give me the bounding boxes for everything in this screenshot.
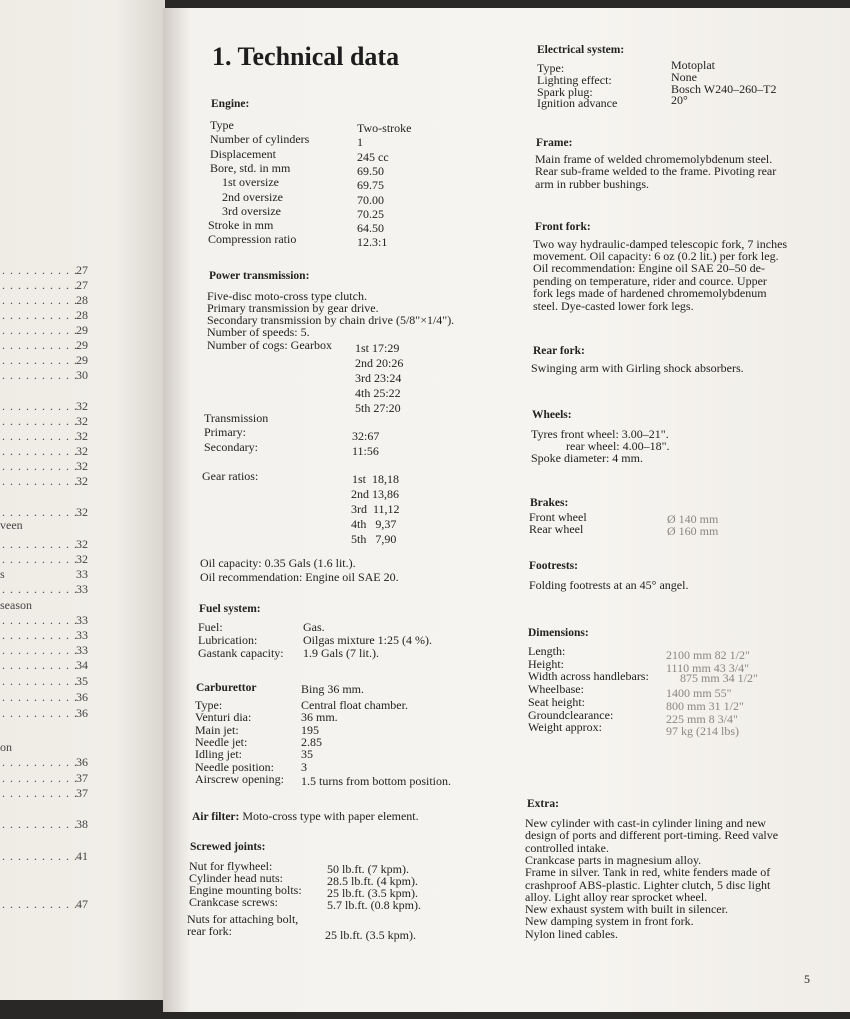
cog-2: 2nd 20:26 (355, 356, 404, 370)
carb-row-value: 2.85 (301, 734, 322, 749)
dimension-row-label: Length: (528, 644, 566, 658)
engine-row-value: 12.3:1 (357, 235, 388, 250)
carb-heading: Carburettor (196, 682, 257, 694)
dimension-row-value: 1400 mm 55" (666, 686, 732, 701)
toc-leader: . . . . . . . . . . (2, 755, 78, 769)
toc-leader: . . . . . . . . . . (2, 690, 78, 704)
dimension-row-value: 1110 mm 43 3/4" (666, 660, 750, 675)
carb-row-label: Idling jet: (195, 747, 242, 762)
dimension-row-value: 800 mm 31 1/2" (666, 698, 744, 713)
engine-row-label: Bore, std. in mm (210, 160, 291, 175)
engine-heading: Engine: (211, 98, 250, 110)
electrical-row-label: Spark plug: (537, 84, 593, 99)
toc-leader: . . . . . . . . . . (2, 368, 78, 382)
toc-leader: . . . . . . . . . . (2, 628, 78, 642)
carb-row-label: Main jet: (195, 722, 239, 737)
dimension-row-value: 225 mm 8 3/4" (666, 711, 738, 726)
extra-line: alloy. Light alloy rear sprocket wheel. (525, 889, 708, 904)
extra-line: New cylinder with cast-in cylinder lining and new (525, 816, 766, 830)
carb-row-value: 35 (301, 747, 313, 762)
front-fork-heading: Front fork: (535, 221, 591, 233)
transmission-label: Transmission (204, 411, 269, 425)
power-line: Number of speeds: 5. (207, 325, 310, 339)
toc-leader: . . . . . . . . . . (2, 278, 78, 292)
ratio-3: 3rd 11,12 (351, 502, 400, 516)
toc-page-number: 34 (76, 658, 88, 672)
carb-row-label: Type: (195, 698, 223, 712)
toc-page-number: 47 (76, 897, 88, 911)
screwed-heading: Screwed joints: (190, 841, 266, 853)
toc-leader: . . . . . . . . . . (2, 537, 78, 551)
power-heading: Power transmission: (209, 270, 310, 282)
carb-row-label: Venturi dia: (195, 710, 252, 725)
carb-row-label: Needle position: (195, 759, 274, 774)
dimensions-heading: Dimensions: (528, 627, 589, 639)
front-fork-line: fork legs made of hardened chromemolybdenum (533, 286, 767, 300)
brake-value: Ø 140 mm (667, 512, 719, 526)
toc-page-number: 27 (76, 278, 88, 292)
extra-line: Crankcase parts in magnesium alloy. (525, 852, 702, 867)
front-fork-line: Two way hydraulic-damped telescopic fork, 7 inches (533, 237, 788, 251)
electrical-row-value: Motoplat (671, 58, 715, 72)
screw-row-value: 50 lb.ft. (7 kpm). (327, 862, 409, 876)
engine-row-value: 70.00 (357, 192, 384, 207)
extra-line: design of ports and different port-timing. Reed valve (525, 828, 779, 843)
toc-page-number: 32 (76, 552, 88, 566)
wheels-line: rear wheel: 4.00–18". (566, 439, 670, 453)
toc-leader: . . . . . . . . . . (2, 353, 78, 367)
oil-recommendation: Oil recommendation: Engine oil SAE 20. (200, 570, 399, 584)
engine-row-label: 2nd oversize (222, 189, 283, 204)
engine-row-label: Compression ratio (208, 232, 297, 247)
engine-row-label: 3rd oversize (222, 203, 281, 218)
power-line: Primary transmission by gear drive. (207, 301, 379, 315)
carb-row-label: Needle jet: (195, 734, 248, 749)
primary-value: 32:67 (352, 429, 380, 443)
toc-leader: . . . . . . . . . . (2, 399, 78, 413)
toc-page-number: 28 (76, 308, 88, 322)
extra-line: Nylon lined cables. (525, 926, 618, 941)
frame-line: Rear sub-frame welded to the frame. Pivoting rear (535, 164, 777, 178)
electrical-row-label: Ignition advance (537, 96, 618, 111)
toc-page-number: 41 (76, 849, 88, 863)
toc-entry-text: on (0, 740, 12, 754)
toc-leader: . . . . . . . . . . (2, 323, 78, 337)
air-filter-text: Moto-cross type with paper element. (242, 809, 419, 823)
dimension-row-value: 2100 mm 82 1/2" (666, 648, 750, 662)
electrical-row-value: None (671, 69, 697, 84)
dimension-row-label: Weight approx: (528, 720, 603, 735)
toc-page-number: 37 (76, 771, 88, 785)
wheels-line: Tyres front wheel: 3.00–21". (531, 427, 669, 441)
extra-line: controlled intake. (525, 840, 609, 855)
toc-leader: . . . . . . . . . . (2, 613, 78, 627)
toc-page-number: 33 (76, 613, 88, 627)
toc-page-number: 32 (76, 429, 88, 443)
toc-leader: . . . . . . . . . . (2, 674, 78, 688)
screw-last-label-2: rear fork: (187, 924, 232, 938)
engine-row-label: Stroke in mm (208, 218, 274, 233)
engine-row-label: Type (210, 118, 234, 132)
toc-page-number: 33 (76, 643, 88, 657)
screw-row-label: Cylinder head nuts: (189, 871, 283, 885)
toc-entry-text: s (0, 567, 5, 581)
toc-page-number: 32 (76, 459, 88, 473)
ratio-4: 4th 9,37 (351, 517, 397, 531)
toc-leader: . . . . . . . . . . (2, 817, 78, 831)
screw-last-value: 25 lb.ft. (3.5 kpm). (325, 928, 416, 942)
cog-4: 4th 25:22 (355, 386, 401, 400)
toc-leader: . . . . . . . . . . (2, 771, 78, 785)
screw-row-label: Crankcase screws: (189, 895, 278, 909)
engine-row-value: Two-stroke (357, 121, 412, 135)
carb-row-label: Airscrew opening: (195, 771, 284, 786)
front-fork-line: Oil recommendation: Engine oil SAE 20–50 de- (533, 261, 765, 275)
toc-page-number: 29 (76, 353, 88, 367)
page-title: 1. Technical data (212, 42, 400, 71)
brake-label: Front wheel (529, 510, 587, 524)
fuel-row-value: 1.9 Gals (7 lit.). (303, 646, 379, 660)
toc-page-number: 35 (76, 674, 88, 688)
toc-page-number: 36 (76, 706, 88, 720)
engine-row-label: 1st oversize (222, 175, 279, 190)
fuel-row-value: Oilgas mixture 1:25 (4 %). (303, 633, 432, 647)
dimension-row-value: 97 kg (214 lbs) (666, 724, 739, 739)
frame-heading: Frame: (536, 137, 573, 149)
extra-heading: Extra: (527, 798, 559, 810)
carb-heading-value: Bing 36 mm. (301, 682, 365, 696)
toc-page-number: 33 (76, 628, 88, 642)
toc-page-number: 37 (76, 786, 88, 800)
toc-leader: . . . . . . . . . . (2, 897, 78, 911)
toc-leader: . . . . . . . . . . (2, 414, 78, 428)
ratio-5: 5th 7,90 (351, 532, 397, 546)
cogs-label: Number of cogs: Gearbox (207, 338, 332, 352)
engine-row-label: Number of cylinders (210, 132, 310, 147)
brake-value: Ø 160 mm (667, 524, 719, 538)
toc-leader: . . . . . . . . . . (2, 474, 78, 488)
toc-page-number: 33 (76, 582, 88, 596)
engine-row-value: 245 cc (357, 149, 389, 164)
wheels-line: Spoke diameter: 4 mm. (531, 451, 643, 465)
footrests-text: Folding footrests at an 45° angel. (529, 578, 689, 592)
extra-line: Frame in silver. Tank in red, white fenders made of (525, 865, 771, 880)
toc-page-number: 36 (76, 690, 88, 704)
toc-leader: . . . . . . . . . . (2, 849, 78, 863)
front-fork-line: steel. Dye-casted lower fork legs. (533, 299, 694, 313)
engine-row-value: 70.25 (357, 206, 384, 221)
screw-row-value: 5.7 lb.ft. (0.8 kpm). (327, 898, 421, 912)
toc-leader: . . . . . . . . . . (2, 308, 78, 322)
toc-page-number: 28 (76, 293, 88, 307)
screw-row-label: Engine mounting bolts: (189, 883, 302, 897)
toc-page-number: 32 (76, 474, 88, 488)
extra-line: New damping system in front fork. (525, 914, 694, 929)
front-fork-line: movement. Oil capacity: 6 oz (0.2 lit.) per fork leg. (533, 249, 779, 263)
toc-leader: . . . . . . . . . . (2, 293, 78, 307)
toc-page-number: 27 (76, 263, 88, 277)
power-line: Five-disc moto-cross type clutch. (207, 289, 367, 303)
dimension-row-label: Wheelbase: (528, 682, 584, 697)
toc-page-number: 36 (76, 755, 88, 769)
toc-leader: . . . . . . . . . . (2, 459, 78, 473)
toc-page-number: 33 (76, 567, 88, 581)
cog-3: 3rd 23:24 (355, 371, 402, 385)
toc-leader: . . . . . . . . . . (2, 658, 78, 672)
toc-page-number: 32 (76, 414, 88, 428)
fuel-row-label: Lubrication: (198, 633, 258, 647)
footrests-heading: Footrests: (529, 560, 578, 572)
engine-row-value: 69.75 (357, 178, 384, 193)
toc-entry-text: veen (0, 518, 23, 532)
toc-leader: . . . . . . . . . . (2, 643, 78, 657)
toc-page-number: 38 (76, 817, 88, 831)
ratios-label: Gear ratios: (202, 469, 259, 483)
fuel-row-label: Fuel: (198, 620, 223, 634)
carb-row-value: Central float chamber. (301, 698, 408, 712)
air-filter (192, 809, 419, 824)
extra-line: crashproof ABS-plastic. Lighter clutch, 5 disc light (525, 877, 771, 892)
ratio-2: 2nd 13,86 (351, 487, 399, 501)
electrical-heading: Electrical system: (537, 44, 625, 56)
oil-capacity: Oil capacity: 0.35 Gals (1.6 lit.). (200, 556, 356, 570)
toc-leader: . . . . . . . . . . (2, 786, 78, 800)
screw-row-value: 28.5 lb.ft. (4 kpm). (327, 874, 418, 888)
toc-page-number: 32 (76, 399, 88, 413)
carb-row-value: 195 (301, 722, 319, 737)
rear-fork-heading: Rear fork: (533, 345, 585, 357)
engine-row-value: 64.50 (357, 221, 384, 236)
primary-label: Primary: (204, 425, 246, 439)
engine-row-value: 1 (357, 135, 363, 150)
carb-row-value: 1.5 turns from bottom position. (301, 773, 451, 788)
electrical-row-value: Bosch W240–260–T2 (671, 81, 777, 96)
toc-leader: . . . . . . . . . . (2, 505, 78, 519)
toc-leader: . . . . . . . . . . (2, 706, 78, 720)
facing-page (0, 0, 165, 1000)
dimension-row-label: Width across handlebars: (528, 669, 649, 684)
carb-row-value: 36 mm. (301, 710, 338, 725)
dimension-row-label: Groundclearance: (528, 707, 614, 722)
engine-row-value: 69.50 (357, 163, 384, 178)
frame-line: arm in rubber bushings. (535, 177, 649, 191)
brakes-heading: Brakes: (530, 497, 569, 509)
carb-row-value: 3 (301, 759, 307, 774)
brake-label: Rear wheel (529, 522, 584, 536)
toc-leader: . . . . . . . . . . (2, 338, 78, 352)
electrical-row-value: 20° (671, 93, 688, 108)
fuel-heading: Fuel system: (199, 603, 261, 615)
cog-5: 5th 27:20 (355, 401, 401, 415)
toc-page-number: 32 (76, 505, 88, 519)
extra-line: New exhaust system with built in silencer. (525, 902, 728, 917)
toc-page-number: 32 (76, 444, 88, 458)
toc-entry-text: season (0, 598, 32, 612)
toc-page-number: 30 (76, 368, 88, 382)
page-number: 5 (804, 972, 810, 986)
dimension-row-label: Seat height: (528, 694, 585, 709)
toc-leader: . . . . . . . . . . (2, 444, 78, 458)
engine-row-label: Displacement (210, 146, 276, 161)
front-fork-line: pending on temperature, rider and cource. Upper (533, 274, 767, 288)
toc-leader: . . . . . . . . . . (2, 582, 78, 596)
dimension-row-value: 875 mm 34 1/2" (680, 671, 758, 686)
toc-page-number: 32 (76, 537, 88, 551)
secondary-label: Secondary: (204, 440, 258, 454)
rear-fork-text: Swinging arm with Girling shock absorbers. (531, 361, 744, 375)
power-line: Secondary transmission by chain drive (5/8"×1/4"). (207, 313, 455, 327)
screw-row-value: 25 lb.ft. (3.5 kpm). (327, 886, 418, 900)
air-filter-heading: Air filter: (192, 811, 240, 823)
ratio-1: 1st 18,18 (352, 472, 400, 486)
fuel-row-value: Gas. (303, 620, 325, 634)
electrical-row-label: Type: (537, 61, 565, 75)
toc-leader: . . . . . . . . . . (2, 263, 78, 277)
toc-leader: . . . . . . . . . . (2, 429, 78, 443)
electrical-row-label: Lighting effect: (537, 72, 612, 87)
toc-page-number: 29 (76, 323, 88, 337)
toc-leader: . . . . . . . . . . (2, 552, 78, 566)
fuel-row-label: Gastank capacity: (198, 646, 284, 660)
toc-page-number: 29 (76, 338, 88, 352)
dimension-row-label: Height: (528, 656, 564, 671)
frame-line: Main frame of welded chromemolybdenum steel. (535, 152, 773, 166)
wheels-heading: Wheels: (532, 409, 572, 421)
screw-last-label-1: Nuts for attaching bolt, (187, 912, 299, 926)
cog-1: 1st 17:29 (355, 341, 400, 355)
secondary-value: 11:56 (352, 444, 379, 458)
screw-row-label: Nut for flywheel: (189, 859, 273, 873)
